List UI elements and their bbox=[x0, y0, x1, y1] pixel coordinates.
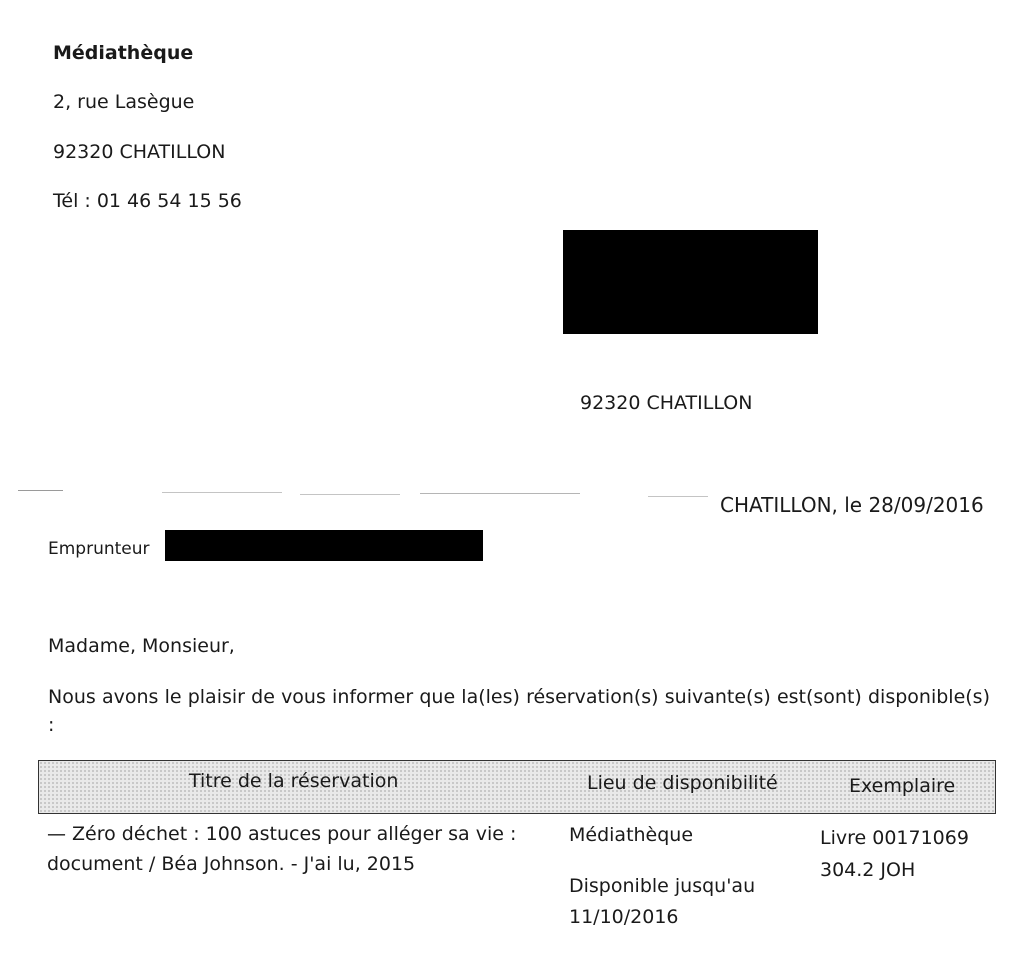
header-location: Lieu de disponibilité bbox=[587, 772, 778, 794]
sender-phone: Tél : 01 46 54 15 56 bbox=[53, 190, 242, 212]
header-title: Titre de la réservation bbox=[189, 770, 399, 792]
sender-name: Médiathèque bbox=[53, 42, 194, 64]
scan-line bbox=[420, 493, 580, 494]
sender-street: 2, rue Lasègue bbox=[53, 91, 195, 113]
recipient-redaction bbox=[563, 230, 818, 334]
row-title-line2: document / Béa Johnson. - J'ai lu, 2015 bbox=[47, 853, 416, 875]
row-availability-line2: 11/10/2016 bbox=[569, 906, 679, 928]
scan-line bbox=[300, 494, 400, 495]
row-title-line1: — Zéro déchet : 100 astuces pour alléger sa vie : bbox=[47, 823, 517, 845]
row-availability-line1: Disponible jusqu'au bbox=[569, 875, 756, 897]
row-copy-line1: Livre 00171069 bbox=[820, 827, 969, 849]
scan-line bbox=[162, 492, 282, 493]
row-copy-line2: 304.2 JOH bbox=[820, 859, 916, 881]
recipient-city: 92320 CHATILLON bbox=[580, 392, 753, 414]
table-header bbox=[38, 760, 996, 814]
salutation: Madame, Monsieur, bbox=[48, 635, 235, 657]
scan-line bbox=[648, 496, 708, 497]
scan-line bbox=[18, 490, 63, 491]
header-copy: Exemplaire bbox=[849, 775, 956, 797]
row-location: Médiathèque bbox=[569, 824, 694, 846]
sender-city: 92320 CHATILLON bbox=[53, 141, 226, 163]
body-paragraph: Nous avons le plaisir de vous informer que la(les) réservation(s) suivante(s) est(sont) disponible(s) : bbox=[48, 686, 990, 736]
place-date: CHATILLON, le 28/09/2016 bbox=[720, 493, 984, 517]
borrower-label: Emprunteur bbox=[48, 539, 150, 559]
borrower-redaction bbox=[165, 530, 483, 561]
